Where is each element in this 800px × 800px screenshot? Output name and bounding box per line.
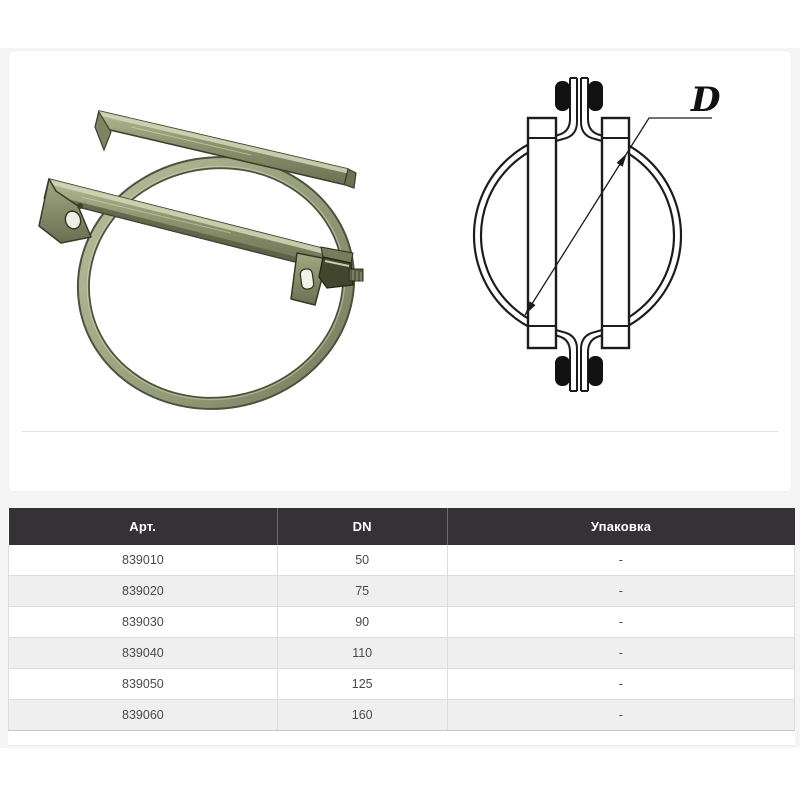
cell-packing: - <box>447 700 794 731</box>
cell-packing: - <box>447 607 794 638</box>
spec-table-header-row <box>9 508 795 545</box>
clamp-top-bar <box>95 111 356 188</box>
product-media-card <box>8 50 792 492</box>
column-header-packing: Упаковка <box>447 508 794 545</box>
cell-article: 839020 <box>9 576 278 607</box>
table-row <box>9 576 795 607</box>
cell-article: 839050 <box>9 669 278 700</box>
table-row <box>9 607 795 638</box>
cell-packing: - <box>447 638 794 669</box>
cell-packing: - <box>447 576 794 607</box>
column-header-dn: DN <box>277 508 447 545</box>
product-photo <box>31 59 391 423</box>
cell-article: 839030 <box>9 607 278 638</box>
cell-article: 839040 <box>9 638 278 669</box>
table-row <box>9 700 795 731</box>
cell-article: 839010 <box>9 545 278 576</box>
dimension-label-D: D <box>691 80 721 120</box>
table-row <box>9 545 795 576</box>
content-section <box>0 48 800 748</box>
cell-dn: 75 <box>277 576 447 607</box>
pipe-circle <box>474 132 681 339</box>
spec-table-card <box>8 508 795 746</box>
spec-table <box>8 508 795 731</box>
cell-packing: - <box>447 545 794 576</box>
cell-article: 839060 <box>9 700 278 731</box>
clamp-bars-front-view <box>528 118 629 348</box>
cell-dn: 160 <box>277 700 447 731</box>
table-row <box>9 669 795 700</box>
cell-packing: - <box>447 669 794 700</box>
cell-dn: 90 <box>277 607 447 638</box>
column-header-article: Арт. <box>9 508 278 545</box>
cell-dn: 50 <box>277 545 447 576</box>
cell-dn: 110 <box>277 638 447 669</box>
media-divider-line <box>21 431 779 432</box>
cell-dn: 125 <box>277 669 447 700</box>
table-row <box>9 638 795 669</box>
technical-drawing <box>429 51 769 411</box>
